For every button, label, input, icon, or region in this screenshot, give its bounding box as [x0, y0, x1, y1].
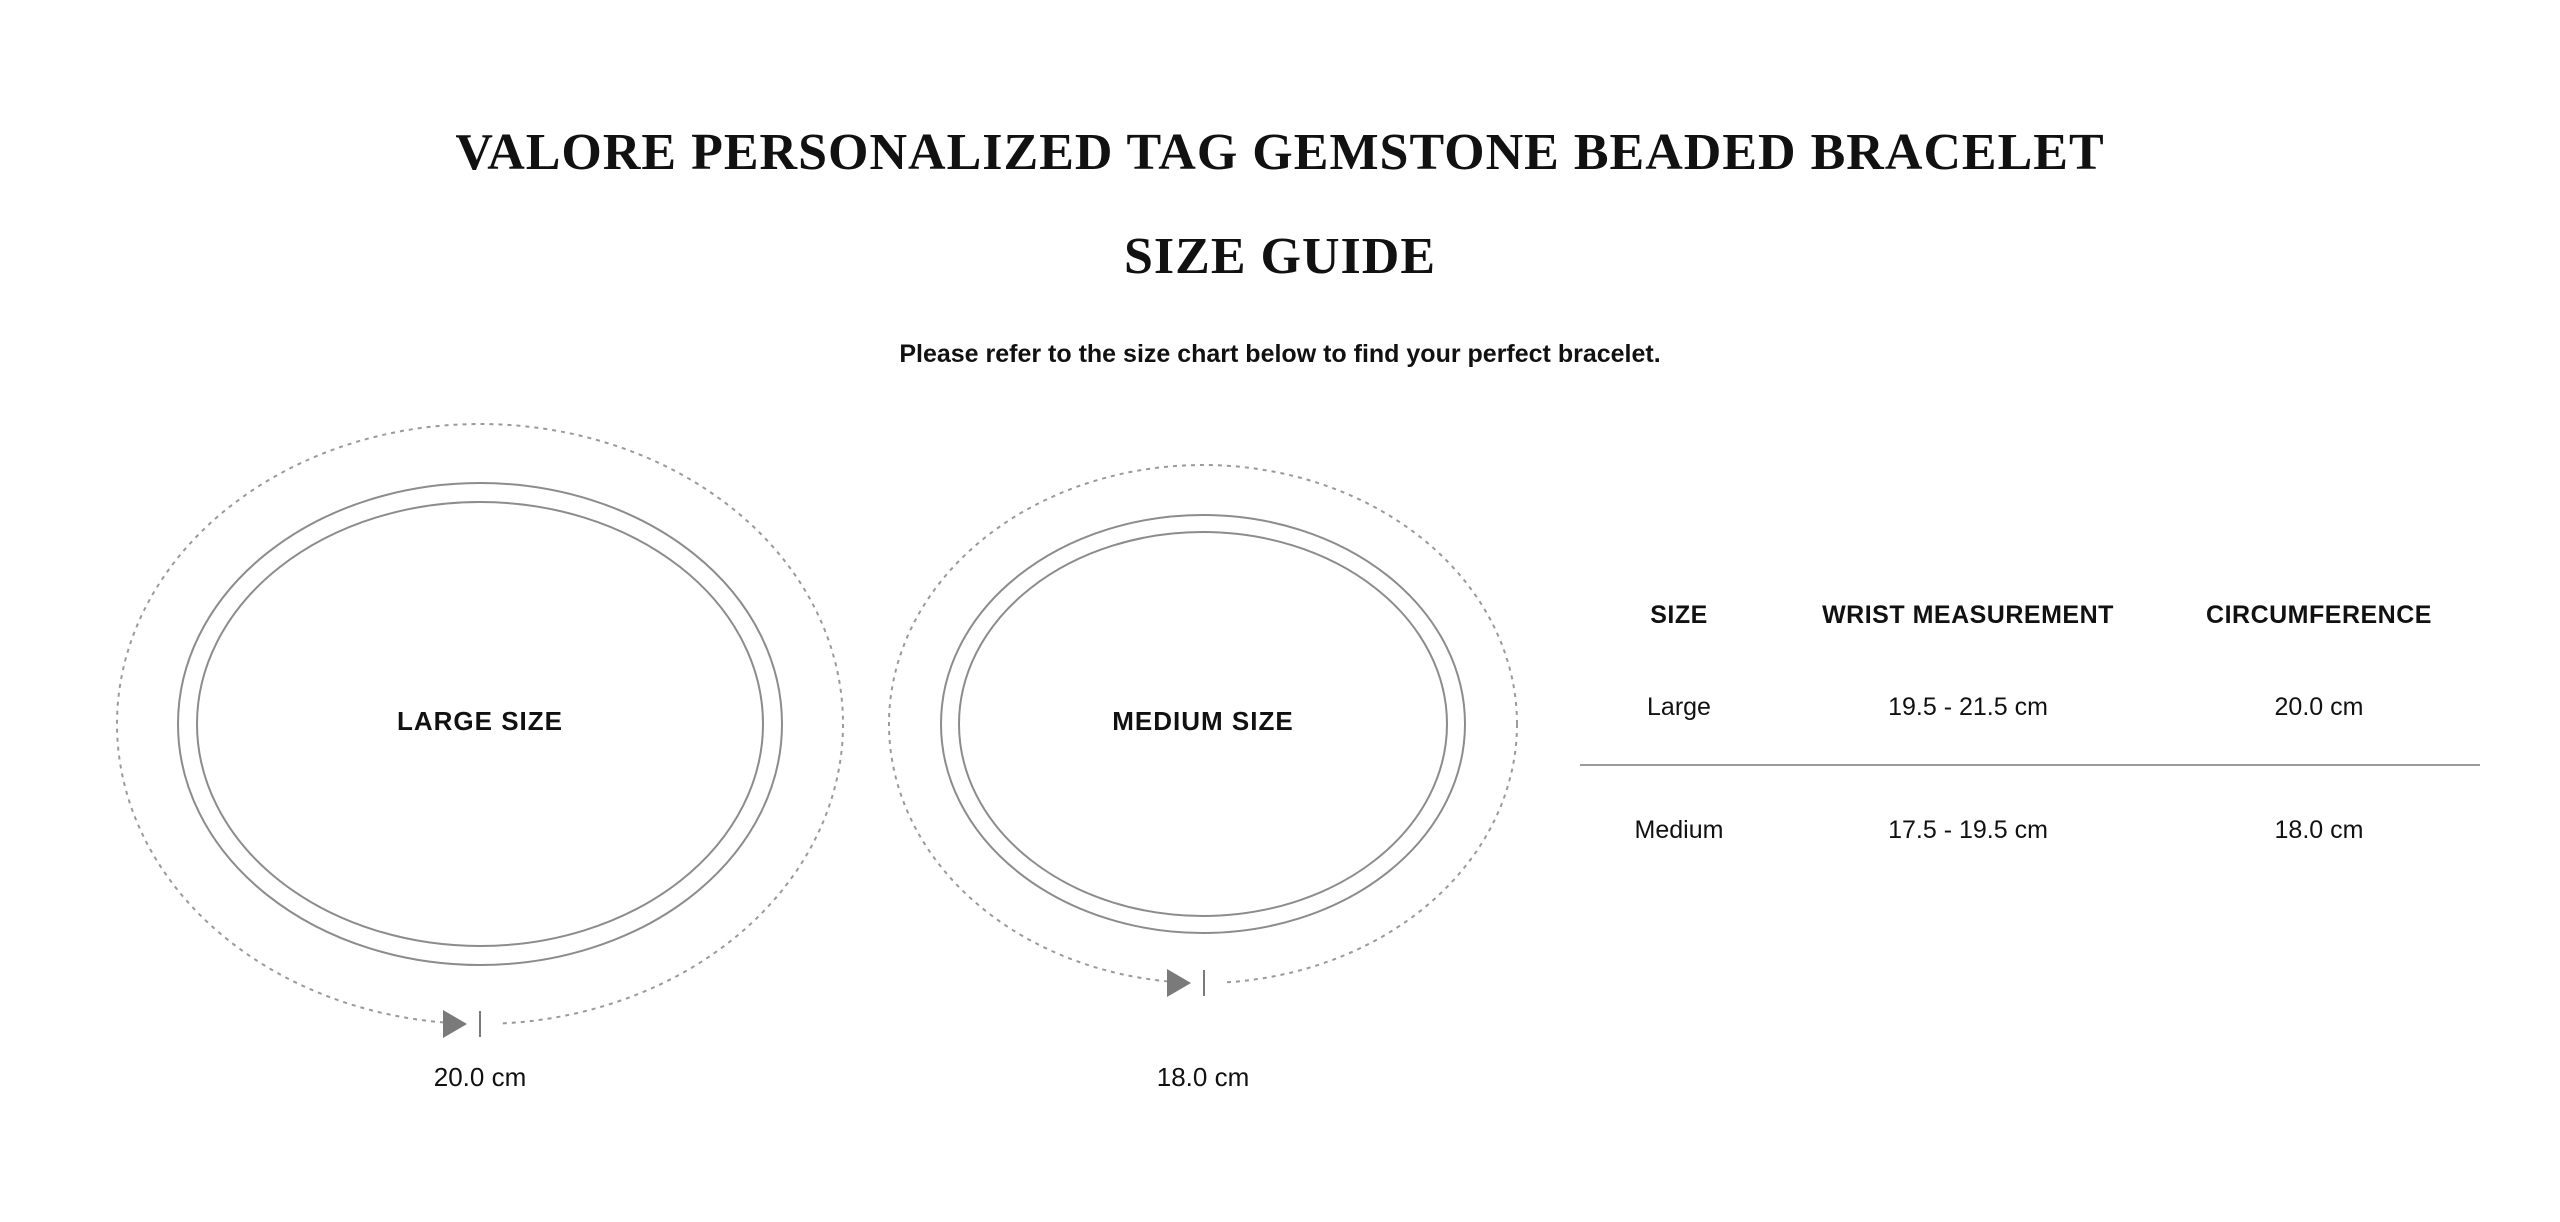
size-chart-table	[1580, 580, 2480, 894]
table-header-row	[1580, 580, 2480, 650]
medium-measurement-label: 18.0 cm	[1156, 1062, 1250, 1092]
size-guide-heading: SIZE GUIDE	[1124, 228, 1436, 285]
header-wrist-measurement: WRIST MEASUREMENT	[1822, 600, 2114, 629]
cell-size: Large	[1580, 650, 1778, 765]
medium-size-diagram	[889, 465, 1517, 1092]
table-row	[1580, 765, 2480, 894]
table-row	[1580, 650, 2480, 765]
cell-size: Medium	[1634, 815, 1724, 844]
product-title: VALORE PERSONALIZED TAG GEMSTONE BEADED BRACELET	[455, 124, 2105, 181]
large-measurement-label: 20.0 cm	[433, 1062, 527, 1092]
cell-circumference: 20.0 cm	[2158, 650, 2480, 765]
medium-size-label: MEDIUM SIZE	[1112, 706, 1294, 736]
cell-circumference: 18.0 cm	[2274, 815, 2364, 844]
large-size-diagram	[117, 424, 843, 1092]
cell-wrist-measurement: 17.5 - 19.5 cm	[1888, 815, 2048, 844]
header-circumference: CIRCUMFERENCE	[2206, 600, 2432, 629]
cell-wrist-measurement: 19.5 - 21.5 cm	[1778, 650, 2158, 765]
large-size-label: LARGE SIZE	[396, 706, 564, 736]
intro-text: Please refer to the size chart below to find your perfect bracelet.	[899, 340, 1661, 368]
header-size: SIZE	[1650, 600, 1708, 629]
